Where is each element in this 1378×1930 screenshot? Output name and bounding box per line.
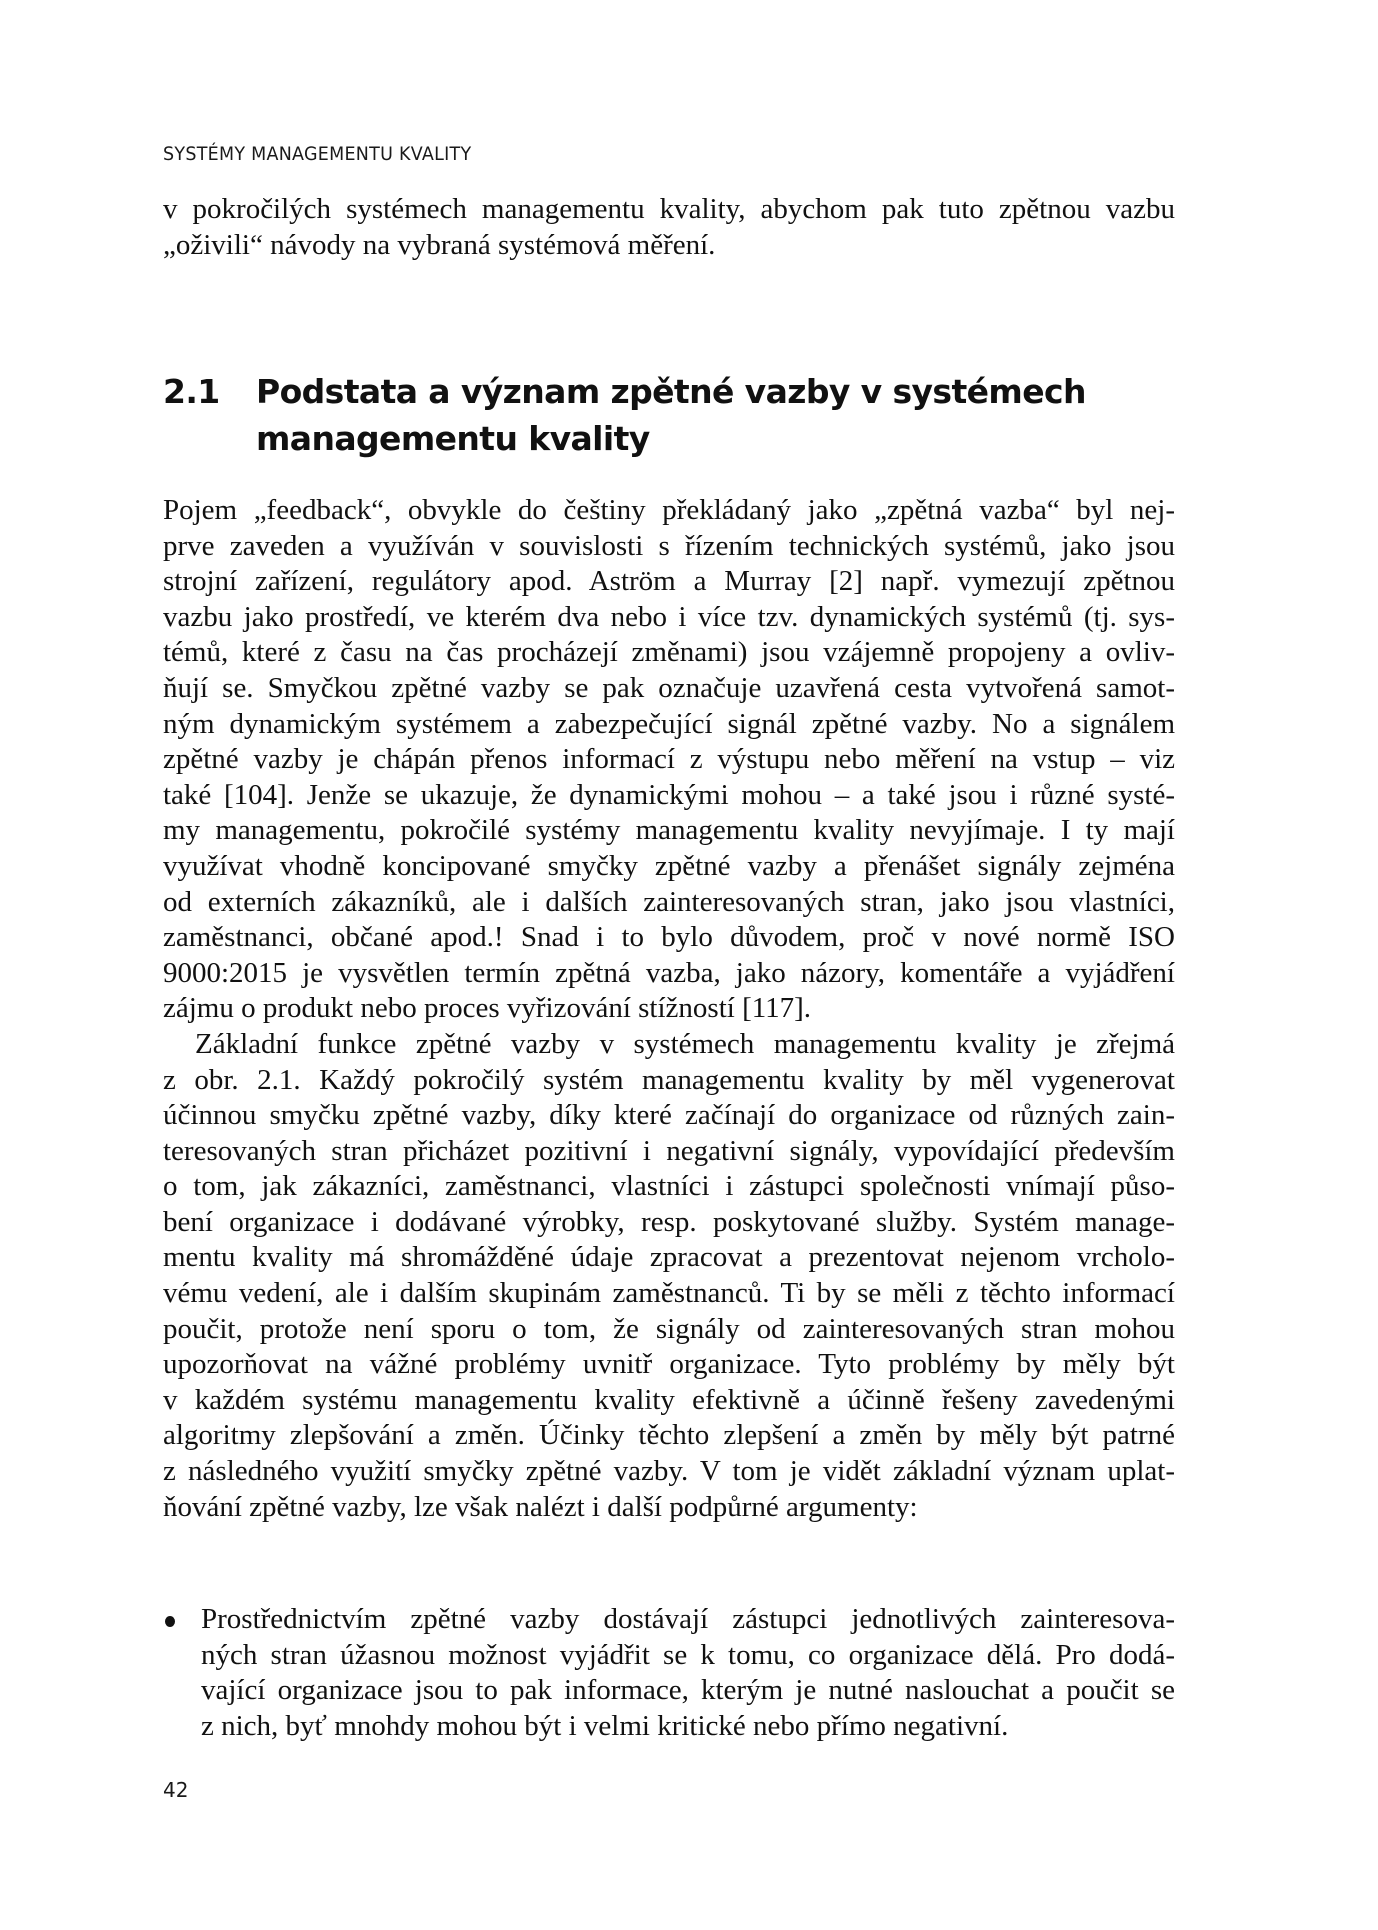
text-line: poučit, protože není sporu o tom, že signály od zainteresovaných stran mohou — [163, 1312, 1175, 1345]
running-head: SYSTÉMY MANAGEMENTU KVALITY — [163, 143, 472, 165]
text-line: Prostřednictvím zpětné vazby dostávají zástupci jednotlivých zainteresova- — [201, 1603, 1175, 1635]
text-line: z obr. 2.1. Každý pokročilý systém managementu kvality by měl vygenerovat — [163, 1063, 1175, 1096]
text-line: my managementu, pokročilé systémy managementu kvality nevyjímaje. I ty mají — [163, 814, 1175, 847]
text-line: mentu kvality má shromážděné údaje zpracovat a prezentovat nejenom vrcholo- — [163, 1241, 1175, 1274]
text-line: účinnou smyčku zpětné vazby, díky které začínají do organizace od různých zain- — [163, 1099, 1175, 1132]
text-line: vazbu jako prostředí, ve kterém dva nebo i více tzv. dynamických systémů (tj. sys- — [163, 600, 1175, 633]
text-line: „oživili“ návody na vybraná systémová měření. — [163, 228, 716, 261]
text-line: z následného využití smyčky zpětné vazby. V tom je vidět základní význam uplat- — [163, 1455, 1175, 1488]
text-line: prve zaveden a využíván v souvislosti s řízením technických systémů, jako jsou — [163, 529, 1175, 562]
text-line: z nich, byť mnohdy mohou být i velmi kritické nebo přímo negativní. — [201, 1709, 1009, 1742]
paragraph-1 — [163, 493, 1175, 1525]
bullet-icon — [165, 1616, 175, 1627]
text-line: vající organizace jsou to pak informace, kterým je nutné naslouchat a poučit se — [201, 1674, 1175, 1707]
text-line: využívat vhodně koncipované smyčky zpětné vazby a přenášet signály zejména — [163, 849, 1175, 882]
text-line: o tom, jak zákazníci, zaměstnanci, vlastníci i zástupci společnosti vnímají půso- — [163, 1170, 1175, 1203]
text-line: algoritmy zlepšování a změn. Účinky těchto zlepšení a změn by měly být patrné — [163, 1419, 1175, 1452]
text-line: zpětné vazby je chápán přenos informací z výstupu nebo měření na vstup – viz — [163, 743, 1175, 776]
text-line: od externích zákazníků, ale i dalších zainteresovaných stran, jako jsou vlastníci, — [163, 885, 1175, 918]
page-number: 42 — [163, 1778, 189, 1802]
text-line: v každém systému managementu kvality efektivně a účinně řešeny zavedenými — [163, 1383, 1175, 1416]
intro-paragraph — [163, 192, 1175, 263]
text-line: strojní zařízení, regulátory apod. Aström a Murray [2] např. vymezují zpětnou — [163, 565, 1175, 598]
text-line: v pokročilých systémech managementu kvality, abychom pak tuto zpětnou vazbu — [163, 193, 1175, 225]
text-line: teresovaných stran přicházet pozitivní i negativní signály, vypovídající především — [163, 1134, 1175, 1167]
text-line: také [104]. Jenže se ukazuje, že dynamickými mohou – a také jsou i různé systé- — [163, 778, 1175, 811]
text-line: vému vedení, ale i dalším skupinám zaměstnanců. Ti by se měli z těchto informací — [163, 1277, 1175, 1310]
text-line: Základní funkce zpětné vazby v systémech managementu kvality je zřejmá — [195, 1027, 1175, 1060]
section-title-line: managementu kvality — [256, 419, 650, 458]
text-line: ných stran úžasnou možnost vyjádřit se k tomu, co organizace dělá. Pro dodá- — [201, 1638, 1175, 1671]
section-title — [256, 368, 1086, 462]
section-title-line: Podstata a význam zpětné vazby v systémech — [256, 372, 1086, 411]
text-line: zaměstnanci, občané apod.! Snad i to bylo důvodem, proč v nové normě ISO — [163, 921, 1175, 954]
bullet-item — [201, 1602, 1175, 1744]
text-line: Pojem „feedback“, obvykle do češtiny překládaný jako „zpětná vazba“ byl nej- — [163, 494, 1175, 526]
text-line: ňování zpětné vazby, lze však nalézt i další podpůrné argumenty: — [163, 1490, 918, 1523]
text-line: ným dynamickým systémem a zabezpečující signál zpětné vazby. No a signálem — [163, 707, 1175, 740]
text-line: bení organizace i dodávané výrobky, resp. poskytované služby. Systém manage- — [163, 1205, 1175, 1238]
section-number: 2.1 — [163, 372, 220, 411]
text-line: zájmu o produkt nebo proces vyřizování stížností [117]. — [163, 992, 812, 1025]
text-line: upozorňovat na vážné problémy uvnitř organizace. Tyto problémy by měly být — [163, 1348, 1175, 1381]
text-line: témů, které z času na čas procházejí změnami) jsou vzájemně propojeny a ovliv- — [163, 636, 1175, 669]
text-line: ňují se. Smyčkou zpětné vazby se pak označuje uzavřená cesta vytvořená samot- — [163, 671, 1175, 704]
text-line: 9000:2015 je vysvětlen termín zpětná vazba, jako názory, komentáře a vyjádření — [163, 956, 1175, 989]
